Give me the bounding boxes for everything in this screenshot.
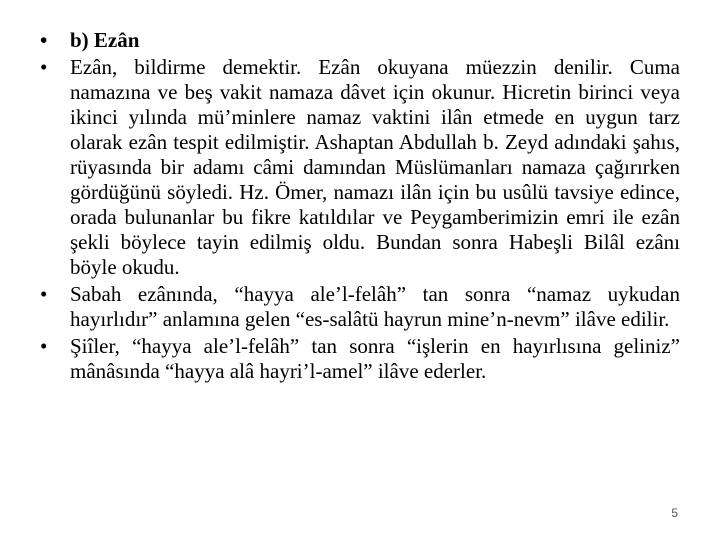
bullet-dot-icon: • (40, 282, 48, 306)
heading-text: b) Ezân (70, 28, 140, 52)
bullet-item-siiler (40, 334, 680, 384)
bullet-dot-icon: • (40, 28, 48, 52)
bullet-item-definition (40, 55, 680, 280)
bullet-item-sabah (40, 282, 680, 332)
bullet-text: Şiîler, “hayya ale’l-felâh” tan sonra “işlerin en hayırlısına geliniz” mânâsında “hayya alâ hayri’l-amel” ilâve ederler. (70, 334, 680, 383)
page-number: 5 (671, 506, 678, 520)
bullet-text: Sabah ezânında, “hayya ale’l-felâh” tan sonra “namaz uykudan hayırlıdır” anlamına gelen “es-salâtü hayrun mine’n-nevm” ilâve edilir. (70, 282, 680, 331)
bullet-dot-icon: • (40, 55, 48, 79)
bullet-text: Ezân, bildirme demektir. Ezân okuyana müezzin denilir. Cuma namazına ve beş vakit namaza dâvet için okunur. Hicretin birinci veya ikinci yılında mü’minlere namaz vaktini ilân etmede en uygun tarz olarak ezân tespit edilmiştir. Ashaptan Abdullah b. Zeyd adındaki şahıs, rüyasında bir adamı câmi damından Müslümanları namaza çağırırken gördüğünü söyledi. Hz. Ömer, namazı ilân için bu usûlü tavsiye edince, orada bulunanlar bu fikre katıldılar ve Peygamberimizin emri ile ezân şekli böylece tayin edilmiş oldu. Bundan sonra Habeşli Bilâl ezânı böyle okudu. (70, 55, 680, 279)
bullet-item-heading (40, 28, 680, 53)
bullet-dot-icon: • (40, 334, 48, 358)
bullet-list (40, 28, 680, 386)
